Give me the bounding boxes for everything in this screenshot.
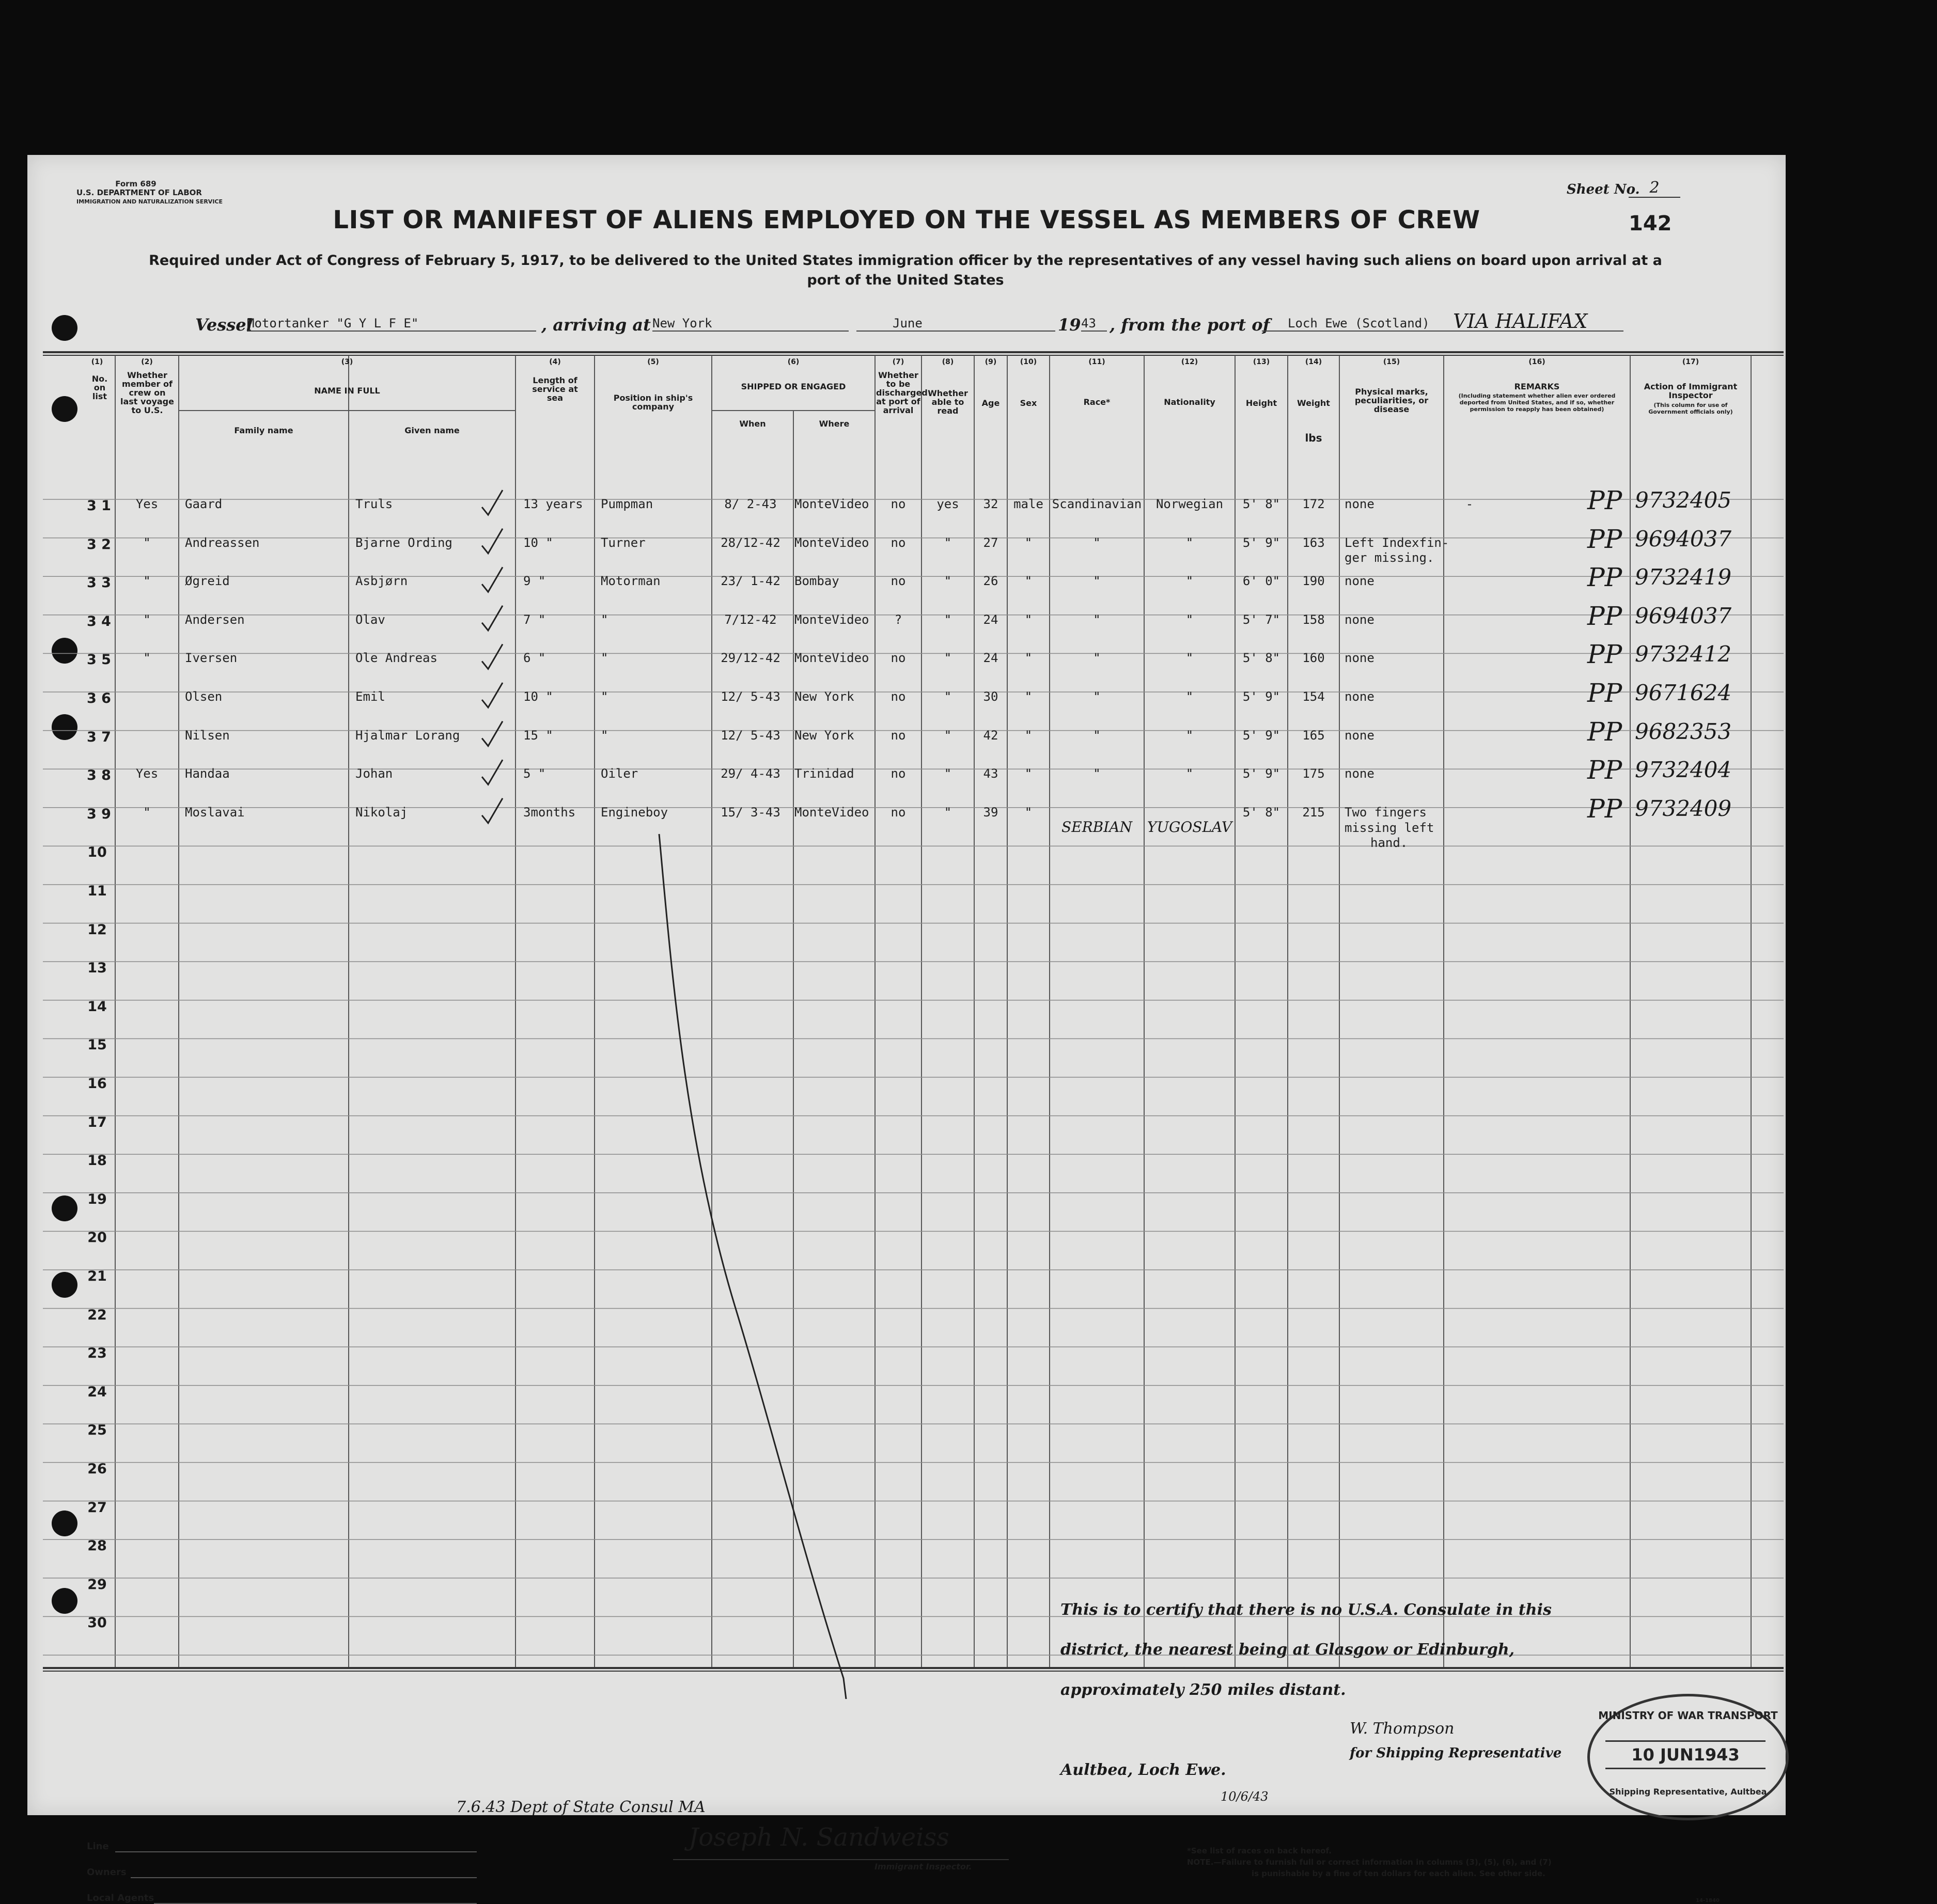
cell-where: Bombay <box>794 574 839 589</box>
cell-given: Hjalmar Lorang <box>355 728 460 743</box>
family-name-header: Family name <box>234 426 293 435</box>
cell-position: " <box>601 728 608 743</box>
cell-nationality: " <box>1185 574 1194 589</box>
cell-sex: male <box>1013 497 1043 511</box>
cell-where: Trinidad <box>794 766 854 781</box>
action-number: 9732412 <box>1635 641 1732 667</box>
cell-nationality: Norwegian <box>1155 497 1224 511</box>
checkmark <box>482 644 503 669</box>
cell-when: 29/12-42 <box>721 651 780 666</box>
form-department: U.S. DEPARTMENT OF LABOR <box>76 188 202 197</box>
row-number: 3 6 <box>87 690 111 706</box>
cell-nationality: YUGOSLAV <box>1147 818 1232 836</box>
races-note: *See list of races on back hereof. <box>1187 1846 1332 1855</box>
empty-row-number: 20 <box>87 1230 107 1246</box>
col9-header: Age <box>981 398 1000 408</box>
ministry-of-war-transport-stamp <box>1587 1694 1789 1820</box>
cell-race: " <box>1093 612 1101 627</box>
checkmark <box>482 567 503 592</box>
stamp-date: 10 JUN1943 <box>1605 1740 1766 1769</box>
cell-race: " <box>1093 535 1101 550</box>
cell-nationality: " <box>1185 728 1194 743</box>
checkmark <box>482 606 503 631</box>
arrival-month: June <box>856 316 1055 332</box>
cell-discharged: no <box>891 689 906 704</box>
cell-read: " <box>944 535 952 550</box>
cell-discharged: no <box>891 805 906 820</box>
cell-discharged: no <box>891 651 906 666</box>
cell-when: 7/12-42 <box>724 612 777 627</box>
col7-header: Whether to be discharged at port of arrival <box>876 370 928 415</box>
cell-family: Gaard <box>185 497 223 511</box>
col11-header: Race* <box>1083 397 1111 407</box>
cell-position: Turner <box>601 535 646 550</box>
cell-discharged: no <box>891 535 906 550</box>
cell-service: 10 " <box>523 535 553 550</box>
cell-sex: " <box>1024 689 1033 704</box>
cell-marks-line2: missing left <box>1345 820 1434 835</box>
manifest-sheet <box>27 155 1786 1903</box>
cell-weight: 163 <box>1302 535 1325 550</box>
col15-header: Physical marks, peculiarities, or disease <box>1354 387 1429 414</box>
cell-family: Moslavai <box>185 805 245 820</box>
cell-when: 15/ 3-43 <box>721 805 780 820</box>
empty-row-number: 21 <box>87 1268 107 1284</box>
inspector-label: Immigrant Inspector. <box>874 1862 972 1871</box>
cell-marks: none <box>1345 766 1374 781</box>
cell-height: 5' 8" <box>1242 651 1280 666</box>
cell-last-voyage: Yes <box>135 497 159 511</box>
row-number: 3 2 <box>87 536 111 553</box>
certification-line-2: district, the nearest being at Glasgow or Edinburgh, <box>1060 1641 1515 1659</box>
cell-height: 5' 8" <box>1242 497 1280 511</box>
cell-family: Andersen <box>185 612 245 627</box>
certification-date: 10/6/43 <box>1221 1789 1269 1804</box>
cell-height: 5' 9" <box>1242 535 1280 550</box>
cell-last-voyage: " <box>143 612 151 627</box>
col17-note: (This column for use of Government officials only) <box>1648 402 1733 415</box>
from-port-label: , from the port of <box>1110 315 1270 335</box>
action-number: 9732419 <box>1635 564 1732 590</box>
cell-service: 6 " <box>523 651 546 666</box>
cell-marks: Two fingers <box>1345 805 1427 820</box>
cell-age: 26 <box>983 574 998 589</box>
checkmark <box>482 760 503 784</box>
cell-marks: none <box>1345 651 1374 666</box>
col8-header: Whether able to read <box>928 388 968 416</box>
action-number: 9732409 <box>1635 795 1732 821</box>
cell-weight: 172 <box>1302 497 1325 511</box>
action-number: 9732404 <box>1635 757 1732 783</box>
empty-row-number: 12 <box>87 921 107 938</box>
cell-nationality: " <box>1185 766 1194 781</box>
cell-read: " <box>944 689 952 704</box>
cell-weight: 165 <box>1302 728 1325 743</box>
cell-last-voyage: " <box>143 805 151 820</box>
col5-header: Position in ship's company <box>613 393 693 412</box>
row-number: 3 7 <box>87 729 111 745</box>
cell-family: Olsen <box>185 689 223 704</box>
given-name-header: Given name <box>404 426 460 435</box>
representative-role: for Shipping Representative <box>1350 1745 1562 1761</box>
row-number: 3 1 <box>87 498 111 514</box>
col14-header: Weight <box>1297 398 1330 408</box>
cell-height: 5' 9" <box>1242 766 1280 781</box>
cell-race: " <box>1093 728 1101 743</box>
cell-discharged: no <box>891 728 906 743</box>
cell-where: New York <box>794 689 854 704</box>
cell-family: Øgreid <box>185 574 230 589</box>
cell-last-voyage: " <box>143 535 151 550</box>
cell-position: Pumpman <box>601 497 653 511</box>
cell-age: 30 <box>983 689 998 704</box>
cell-nationality: " <box>1185 689 1194 704</box>
col10-header: Sex <box>1020 398 1037 408</box>
checkmark <box>482 798 503 823</box>
empty-row-number: 18 <box>87 1153 107 1169</box>
cell-service: 15 " <box>523 728 553 743</box>
cell-service: 9 " <box>523 574 546 589</box>
cell-last-voyage: " <box>143 574 151 589</box>
cell-service: 5 " <box>523 766 546 781</box>
cell-age: 32 <box>983 497 998 511</box>
cell-read: yes <box>936 497 959 511</box>
col16-number: (16) <box>1528 358 1545 366</box>
cell-marks: none <box>1345 574 1374 589</box>
cell-given: Nikolaj <box>355 805 408 820</box>
col12-header: Nationality <box>1164 397 1215 407</box>
cell-height: 5' 7" <box>1242 612 1280 627</box>
state-department-note: 7.6.43 Dept of State Consul MA <box>456 1798 706 1816</box>
cell-sex: " <box>1024 535 1033 550</box>
row-number: 3 9 <box>87 806 111 822</box>
vessel-name: Motortanker "G Y L F E" <box>247 316 536 332</box>
action-number: 9671624 <box>1635 680 1732 705</box>
cell-read: " <box>944 766 952 781</box>
cell-position: " <box>601 612 608 627</box>
cell-where: MonteVideo <box>794 651 869 666</box>
col3-header: NAME IN FULL <box>314 386 380 396</box>
cell-given: Truls <box>355 497 393 511</box>
empty-row-number: 17 <box>87 1114 107 1130</box>
cell-sex: " <box>1024 728 1033 743</box>
action-number: 9694037 <box>1635 603 1732 628</box>
cell-race: " <box>1093 574 1101 589</box>
col10-number: (10) <box>1020 358 1037 366</box>
line-underline <box>115 1851 477 1852</box>
cell-read: " <box>944 651 952 666</box>
col5-number: (5) <box>647 358 659 366</box>
cell-read: " <box>944 805 952 820</box>
col13-header: Height <box>1245 398 1277 408</box>
inspector-signature: Joseph N. Sandweiss <box>689 1823 949 1852</box>
sheet-number: 2 <box>1629 179 1680 198</box>
cell-family: Andreassen <box>185 535 260 550</box>
cell-service: 7 " <box>523 612 546 627</box>
col2-number: (2) <box>141 358 153 366</box>
col1-number: (1) <box>91 358 103 366</box>
cell-given: Asbjørn <box>355 574 408 589</box>
checkmark <box>482 683 503 707</box>
empty-row-number: 29 <box>87 1576 107 1593</box>
manifest-subtitle-2: port of the United States <box>807 272 1004 288</box>
line-label: Line <box>87 1841 109 1852</box>
col7-number: (7) <box>892 358 904 366</box>
col2-header: Whether member of crew on last voyage to U.S. <box>120 370 174 415</box>
empty-row-number: 11 <box>87 883 107 899</box>
empty-row-number: 19 <box>87 1191 107 1207</box>
cell-discharged: no <box>891 497 906 511</box>
departure-port: Loch Ewe (Scotland) <box>1262 316 1623 332</box>
col4-header: Length of service at sea <box>532 375 578 403</box>
cell-height: 5' 9" <box>1242 689 1280 704</box>
empty-row-number: 24 <box>87 1383 107 1400</box>
cell-nationality: " <box>1185 535 1194 550</box>
cell-where: MonteVideo <box>794 535 869 550</box>
cell-marks: none <box>1345 728 1374 743</box>
cell-given: Bjarne Ording <box>355 535 452 550</box>
cell-sex: " <box>1024 612 1033 627</box>
action-number: 9732405 <box>1635 487 1732 513</box>
certification-line-1: This is to certify that there is no U.S.A. Consulate in this <box>1060 1601 1552 1619</box>
cell-position: " <box>601 689 608 704</box>
sheet-number-label: Sheet No. <box>1567 182 1640 197</box>
cell-read: " <box>944 612 952 627</box>
arrival-year: 43 <box>1081 316 1107 332</box>
penalty-note-1: NOTE.—Failure to furnish full or correct information in columns (3), (5), (6), and (7) <box>1187 1858 1552 1867</box>
action-pp: PP <box>1587 601 1622 631</box>
when-header: When <box>739 419 766 429</box>
checkmark <box>482 721 503 746</box>
cell-read: " <box>944 728 952 743</box>
action-pp: PP <box>1587 562 1622 593</box>
cell-height: 5' 9" <box>1242 728 1280 743</box>
manifest-title: LIST OR MANIFEST OF ALIENS EMPLOYED ON THE VESSEL AS MEMBERS OF CREW <box>333 206 1480 234</box>
row-number: 3 4 <box>87 613 111 630</box>
cell-position: Oiler <box>601 766 638 781</box>
col12-number: (12) <box>1181 358 1198 366</box>
empty-row-number: 13 <box>87 960 107 977</box>
cell-sex: " <box>1024 805 1033 820</box>
empty-row-number: 27 <box>87 1499 107 1516</box>
local-agents-label: Local Agents <box>87 1893 154 1903</box>
arriving-port: New York <box>652 316 849 332</box>
cell-age: 24 <box>983 612 998 627</box>
cell-position: Motorman <box>601 574 661 589</box>
cell-age: 39 <box>983 805 998 820</box>
print-code: 14-1840 <box>1696 1898 1720 1903</box>
col16-header: REMARKS <box>1514 382 1560 391</box>
empty-row-number: 25 <box>87 1422 107 1439</box>
cell-when: 8/ 2-43 <box>724 497 777 511</box>
action-pp: PP <box>1587 793 1622 824</box>
empty-row-number: 30 <box>87 1615 107 1631</box>
col16-note: (Including statement whether alien ever ordered deported from United States, and if so, whether permission to reapply has been obtained) <box>1458 392 1616 413</box>
cell-race: " <box>1093 651 1101 666</box>
action-pp: PP <box>1587 485 1622 515</box>
empty-row-number: 23 <box>87 1345 107 1362</box>
cell-nationality: " <box>1185 612 1194 627</box>
cell-marks-line2: ger missing. <box>1345 550 1434 565</box>
cell-service: 13 years <box>523 497 583 511</box>
row-number: 3 3 <box>87 575 111 591</box>
action-pp: PP <box>1587 716 1622 747</box>
cell-where: MonteVideo <box>794 612 869 627</box>
cell-race: SERBIAN <box>1061 818 1133 836</box>
cell-weight: 154 <box>1302 689 1325 704</box>
checkmark <box>482 529 503 554</box>
certification-line-3: approximately 250 miles distant. <box>1060 1681 1346 1699</box>
where-header: Where <box>819 419 850 429</box>
col15-number: (15) <box>1383 358 1400 366</box>
col6-header: SHIPPED OR ENGAGED <box>741 382 846 391</box>
col1-header: No. on list <box>91 374 108 401</box>
col6-number: (6) <box>787 358 800 366</box>
manifest-subtitle-1: Required under Act of Congress of February 5, 1917, to be delivered to the United States immigration officer by the representatives of any vessel having such aliens on board upon arrival at a <box>149 253 1662 269</box>
cell-given: Ole Andreas <box>355 651 438 666</box>
col8-number: (8) <box>942 358 954 366</box>
cell-where: MonteVideo <box>794 805 869 820</box>
cell-given: Emil <box>355 689 385 704</box>
cell-position: " <box>601 651 608 666</box>
cell-where: MonteVideo <box>794 497 869 511</box>
empty-row-number: 16 <box>87 1076 107 1092</box>
empty-row-number: 26 <box>87 1461 107 1477</box>
cell-discharged: no <box>891 574 906 589</box>
cell-height: 5' 8" <box>1242 805 1280 820</box>
cell-height: 6' 0" <box>1242 574 1280 589</box>
col17-number: (17) <box>1682 358 1699 366</box>
empty-row-number: 14 <box>87 998 107 1015</box>
empty-row-number: 15 <box>87 1037 107 1053</box>
empty-row-number: 28 <box>87 1538 107 1554</box>
cell-when: 12/ 5-43 <box>721 689 780 704</box>
row-number: 3 8 <box>87 767 111 784</box>
cell-last-voyage: Yes <box>135 766 159 781</box>
cell-when: 29/ 4-43 <box>721 766 780 781</box>
cell-position: Engineboy <box>601 805 668 820</box>
cell-read: " <box>944 574 952 589</box>
cell-marks: none <box>1345 689 1374 704</box>
arrival-year-prefix: 19 <box>1058 315 1081 335</box>
cell-age: 43 <box>983 766 998 781</box>
cell-service: 3months <box>523 805 576 820</box>
col11-number: (11) <box>1088 358 1105 366</box>
stamp-bottom-text: Shipping Representative, Aultbea <box>1609 1787 1767 1797</box>
cell-marks-line3: hand. <box>1370 836 1408 851</box>
cell-remarks: - <box>1465 497 1474 511</box>
action-number: 9694037 <box>1635 526 1732 552</box>
cell-last-voyage: " <box>143 651 151 666</box>
empty-row-number: 22 <box>87 1307 107 1323</box>
cell-service: 10 " <box>523 689 553 704</box>
cell-when: 23/ 1-42 <box>721 574 780 589</box>
cell-weight: 215 <box>1302 805 1325 820</box>
cell-race: " <box>1093 689 1101 704</box>
cell-discharged: no <box>891 766 906 781</box>
cell-when: 28/12-42 <box>721 535 780 550</box>
cell-age: 27 <box>983 535 998 550</box>
owners-label: Owners <box>87 1867 127 1878</box>
cell-given: Olav <box>355 612 385 627</box>
col17-header: Action of Immigrant Inspector <box>1644 382 1738 400</box>
cell-marks: Left Indexfin- <box>1345 535 1449 550</box>
cell-family: Handaa <box>185 766 230 781</box>
arriving-label: , arriving at <box>541 315 651 335</box>
cell-family: Iversen <box>185 651 238 666</box>
row-number: 3 5 <box>87 652 111 668</box>
cell-sex: " <box>1024 574 1033 589</box>
action-number: 9682353 <box>1635 718 1732 744</box>
cell-discharged: ? <box>894 612 902 627</box>
cell-sex: " <box>1024 766 1033 781</box>
col13-number: (13) <box>1253 358 1270 366</box>
cell-race: Scandinavian <box>1052 497 1142 511</box>
weight-unit: lbs <box>1305 432 1322 444</box>
checkmark <box>482 490 503 515</box>
vessel-label: Vessel <box>195 315 253 335</box>
representative-signature: W. Thompson <box>1350 1720 1455 1738</box>
col4-number: (4) <box>549 358 561 366</box>
stamp-top-text: MINISTRY OF WAR TRANSPORT <box>1598 1709 1778 1722</box>
cell-weight: 160 <box>1302 651 1325 666</box>
penalty-note-2: is punishable by a fine of ten dollars for each alien. See other side. <box>1252 1869 1545 1878</box>
cell-marks: none <box>1345 612 1374 627</box>
form-number: Form 689 <box>115 179 157 188</box>
cell-sex: " <box>1024 651 1033 666</box>
cell-age: 42 <box>983 728 998 743</box>
cell-race: " <box>1093 766 1101 781</box>
cell-weight: 158 <box>1302 612 1325 627</box>
owners-underline <box>131 1877 477 1878</box>
empty-row-number: 10 <box>87 844 107 861</box>
page-number: 142 <box>1629 212 1672 235</box>
action-pp: PP <box>1587 524 1622 554</box>
cell-when: 12/ 5-43 <box>721 728 780 743</box>
col9-number: (9) <box>985 358 997 366</box>
col14-number: (14) <box>1305 358 1322 366</box>
cell-where: New York <box>794 728 854 743</box>
form-service: IMMIGRATION AND NATURALIZATION SERVICE <box>76 198 223 205</box>
action-pp: PP <box>1587 678 1622 708</box>
cell-marks: none <box>1345 497 1374 511</box>
action-pp: PP <box>1587 639 1622 670</box>
cell-weight: 175 <box>1302 766 1325 781</box>
col3-number: (3) <box>341 358 353 366</box>
inspector-underline <box>673 1859 1009 1860</box>
via-halifax: VIA HALIFAX <box>1453 310 1588 333</box>
action-pp: PP <box>1587 755 1622 785</box>
cell-given: Johan <box>355 766 393 781</box>
cell-family: Nilsen <box>185 728 230 743</box>
cell-weight: 190 <box>1302 574 1325 589</box>
certification-place: Aultbea, Loch Ewe. <box>1060 1761 1226 1779</box>
cell-nationality: " <box>1185 651 1194 666</box>
cell-age: 24 <box>983 651 998 666</box>
